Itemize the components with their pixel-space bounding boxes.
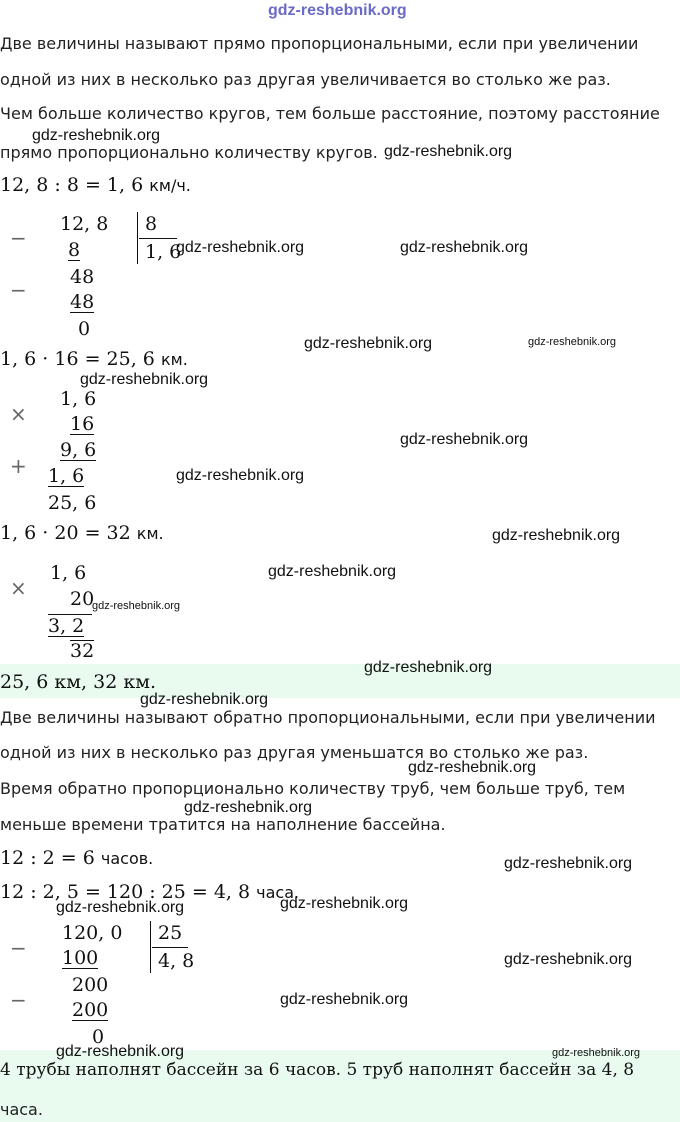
mult-factor-b: 16	[70, 413, 95, 435]
watermark: gdz-reshebnik.org	[32, 127, 161, 144]
mult-result: 25, 6	[48, 492, 97, 514]
watermark: gdz-reshebnik.org	[364, 659, 493, 676]
watermark: gdz-reshebnik.org	[400, 431, 529, 448]
watermark: gdz-reshebnik.org	[176, 239, 305, 256]
watermark-small: gdz-reshebnik.org	[92, 600, 181, 612]
watermark: gdz-reshebnik.org	[56, 1043, 185, 1060]
definition-line-2: одной из них в несколько раз другая увеличивается во столько же раз.	[0, 70, 611, 89]
plus-sign: +	[10, 454, 27, 478]
equation-time-5-pipes-expr: 12 : 2, 5 = 120 : 25 = 4, 8	[0, 881, 251, 903]
watermark: gdz-reshebnik.org	[80, 371, 209, 388]
division-subtrahend-2: 48	[70, 291, 95, 313]
division-quotient-line	[139, 238, 177, 239]
division-divisor: 8	[145, 213, 158, 235]
definition-line-1: Две величины называют прямо пропорциональными, если при увеличении	[0, 34, 639, 53]
watermark: gdz-reshebnik.org	[384, 143, 513, 160]
division2-dividend: 120, 0	[62, 922, 123, 944]
equation-distance-16	[0, 348, 188, 370]
equation-speed-expr: 12, 8 : 8 = 1, 6	[0, 174, 144, 196]
equation-speed-unit: км/ч.	[149, 176, 191, 195]
watermark: gdz-reshebnik.org	[504, 855, 633, 872]
equation-distance-16-expr: 1, 6 · 16 = 25, 6	[0, 348, 155, 370]
division2-remainder: 0	[92, 1026, 105, 1048]
watermark: gdz-reshebnik.org	[492, 527, 621, 544]
watermark: gdz-reshebnik.org	[280, 991, 409, 1008]
division-partial: 48	[70, 266, 95, 288]
times-sign: ×	[10, 576, 27, 600]
division-quotient: 1, 6	[145, 241, 182, 263]
watermark: gdz-reshebnik.org	[56, 899, 185, 916]
watermark-top: gdz-reshebnik.org	[268, 2, 407, 19]
reason-line-1: Чем больше количество кругов, тем больше расстояние, поэтому расстояние	[0, 104, 660, 123]
answer-2-line-2: часа.	[0, 1100, 43, 1119]
reason2-line-1: Время обратно пропорционально количеству труб, чем больше труб, тем	[0, 779, 626, 798]
mult2-result: 32	[70, 640, 95, 662]
division2-subtrahend-1: 100	[62, 947, 99, 969]
division2-quotient: 4, 8	[158, 950, 195, 972]
division2-divisor: 25	[158, 922, 183, 944]
definition2-line-1: Две величины называют обратно пропорциональными, если при увеличении	[0, 708, 656, 727]
equation-distance-20-unit: км.	[136, 524, 164, 543]
mult2-factor-b: 20	[70, 588, 95, 610]
equation-distance-20-expr: 1, 6 · 20 = 32	[0, 522, 131, 544]
division2-partial: 200	[72, 974, 109, 996]
watermark: gdz-reshebnik.org	[504, 951, 633, 968]
division2-subtrahend-2: 200	[72, 999, 109, 1021]
mult2-factor-a: 1, 6	[50, 562, 87, 584]
mult2-partial: 3, 2	[48, 615, 85, 637]
watermark: gdz-reshebnik.org	[268, 563, 397, 580]
watermark: gdz-reshebnik.org	[280, 895, 409, 912]
watermark: gdz-reshebnik.org	[304, 335, 433, 352]
answer-2-line-1: 4 трубы наполнят бассейн за 6 часов. 5 труб наполнят бассейн за 4, 8	[0, 1060, 635, 1080]
watermark: gdz-reshebnik.org	[184, 799, 313, 816]
times-sign: ×	[10, 402, 27, 426]
equation-time-2-pipes-unit: часов.	[100, 849, 154, 868]
division2-quotient-line	[152, 947, 188, 948]
equation-distance-20	[0, 522, 164, 544]
mult-partial-2: 1, 6	[48, 465, 85, 487]
watermark: gdz-reshebnik.org	[176, 467, 305, 484]
reason-line-2: прямо пропорционально количеству кругов.	[0, 143, 378, 162]
mult-partial-1: 9, 6	[60, 439, 97, 461]
division2-bar	[150, 921, 151, 973]
equation-time-2-pipes-expr: 12 : 2 = 6	[0, 847, 95, 869]
reason2-line-2: меньше времени тратится на наполнение бассейна.	[0, 815, 446, 834]
watermark: gdz-reshebnik.org	[408, 759, 537, 776]
answer-1: 25, 6 км, 32 км.	[0, 671, 157, 693]
equation-time-5-pipes-unit: часа.	[256, 883, 300, 902]
minus-sign: −	[10, 988, 27, 1012]
division-subtrahend-1: 8	[68, 239, 81, 261]
equation-speed	[0, 174, 191, 196]
minus-sign: −	[10, 226, 27, 250]
watermark-small: gdz-reshebnik.org	[528, 336, 617, 348]
equation-time-2-pipes	[0, 847, 153, 869]
mult-factor-a: 1, 6	[60, 388, 97, 410]
watermark: gdz-reshebnik.org	[140, 691, 269, 708]
minus-sign: −	[10, 278, 27, 302]
watermark-small: gdz-reshebnik.org	[552, 1047, 641, 1059]
watermark: gdz-reshebnik.org	[400, 239, 529, 256]
definition2-line-2: одной из них в несколько раз другая уменьшатся во столько же раз.	[0, 743, 589, 762]
division-dividend: 12, 8	[60, 213, 109, 235]
division-bar	[137, 212, 138, 264]
division-remainder: 0	[78, 318, 91, 340]
equation-distance-16-unit: км.	[160, 350, 188, 369]
minus-sign: −	[10, 936, 27, 960]
